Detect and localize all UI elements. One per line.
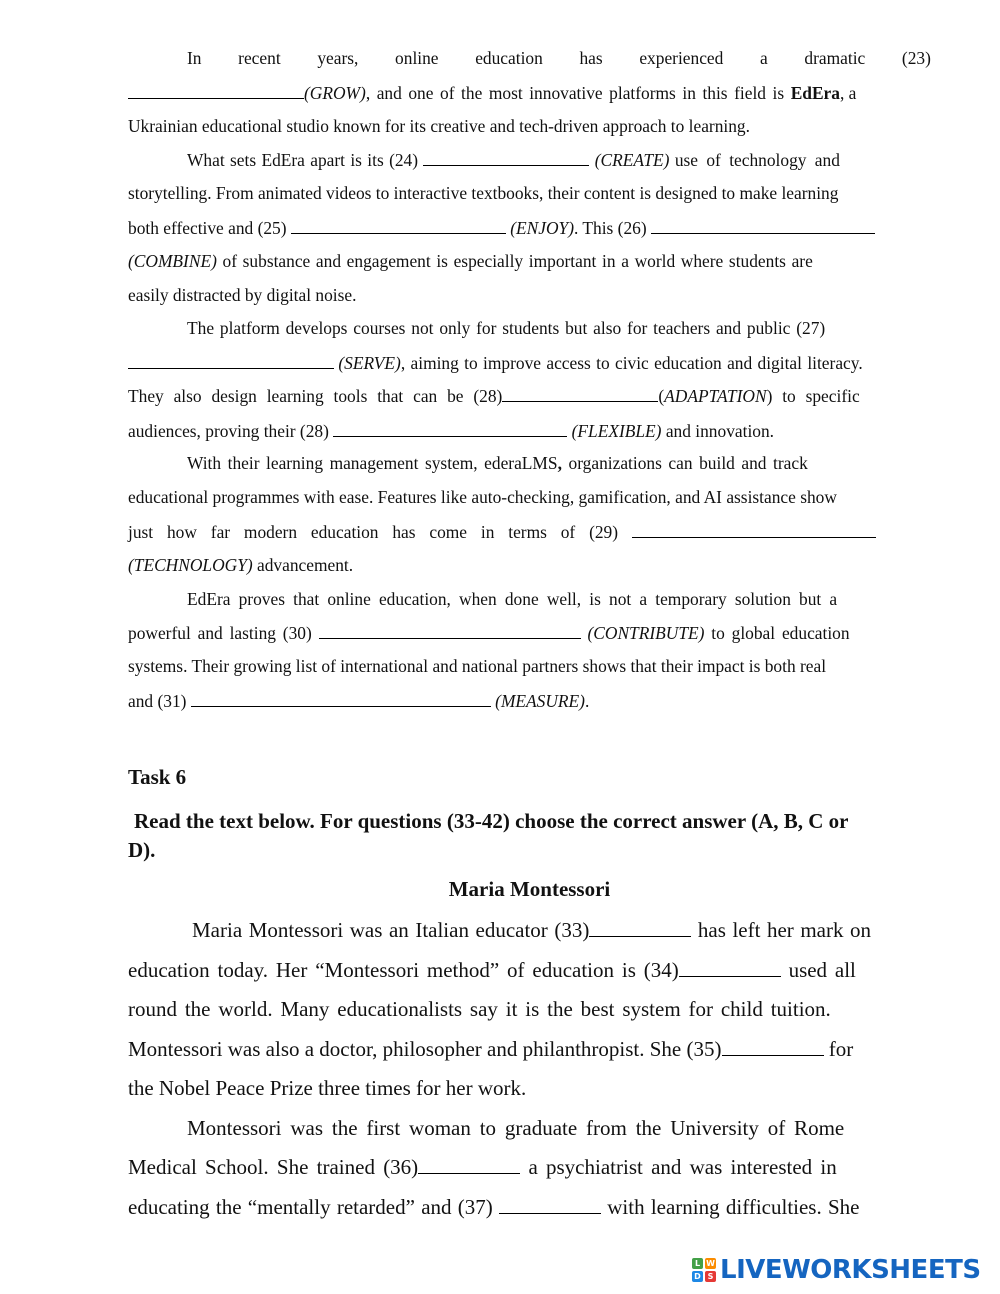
answer-blank-28b[interactable] — [333, 418, 567, 437]
answer-blank-23[interactable] — [128, 80, 304, 99]
passage-heading: Maria Montessori — [448, 877, 611, 901]
task6-title: Task 6 — [128, 765, 187, 789]
paragraph-30: EdEra proves that online education, when done well, is not a temporary solution but a — [187, 589, 838, 609]
answer-blank-34[interactable] — [679, 975, 781, 977]
liveworksheets-logo-icon: L W D S — [692, 1258, 716, 1282]
answer-blank-36[interactable] — [418, 1172, 520, 1174]
liveworksheets-logo — [692, 1256, 981, 1284]
paragraph-23-line2: (GROW), and one of the most innovative platforms in this field is EdEra, a — [128, 80, 931, 106]
answer-blank-35[interactable] — [722, 1054, 824, 1056]
task6-instruction: Read the text below. For questions (33-42) choose the correct answer (A, B, C or D). — [128, 809, 849, 862]
paragraph-23 — [128, 46, 931, 71]
answer-blank-31[interactable] — [191, 688, 491, 707]
answer-blank-26[interactable] — [651, 215, 875, 234]
passage-paragraph-2: Montessori was the first woman to graduate from the University of Rome — [187, 1116, 845, 1140]
liveworksheets-wordmark: LIVEWORKSHEETS — [720, 1255, 981, 1285]
answer-blank-33[interactable] — [589, 935, 691, 937]
answer-blank-24[interactable] — [423, 147, 589, 166]
answer-blank-29[interactable] — [632, 519, 876, 538]
answer-blank-25[interactable] — [291, 215, 506, 234]
answer-blank-27[interactable] — [128, 350, 334, 369]
paragraph-24: What sets EdEra apart is its (24) (CREATE) use of technology and — [128, 147, 931, 173]
answer-blank-30[interactable] — [319, 620, 581, 639]
passage-paragraph-1: Maria Montessori was an Italian educator (33) has left her mark on — [192, 918, 872, 942]
worksheet-page: In recent years, online education has experienced a dramatic (23) (GROW), and one of the most innovative platforms in this field is EdEra, a Ukrainian educational studio known for its creative and tech-driven approach to learning. What sets EdEra apart is its (24) (CREATE) use of technology and storytelling. From animated videos to interactive textbooks, their content is designed to make learning both effective and (25) (ENJOY). This (26) (COMBINE) of substance and engagement is especially important in a world where students are easily distracted by digital noise. The platform develops courses not only for students but also for teachers and public (27) (SERVE), aiming to improve access to civic education and digital literacy. They also design learning tools that can be (28) (ADAPTATION) to specific audiences, proving their (28) (FLEXIBLE) and innovation. With their learning management system, ederaLMS, organizations can build and track educational programmes with ease. Features like auto-checking, gamification, and AI assistance show just how far modern education has come in terms of (29) (TECHNOLOGY) advancement. EdEra proves that online education, when done well, is not a temporary solution but a powerful and lasting (30) (CONTRIBUTE) to global education systems. Their growing list of international and national partners shows that their impact is both real and (31) (MEASURE). Task 6 Read the text below. For questions (33-42) choose the correct answer (A, B, C or D). Maria Montessori Maria Montessori was an Italian educator (33) has left her mark on education today. Her “Montessori method” of education is (34) used all round the world. Many educationalists say it is the best system for child tuition. Montessori was also a doctor, philosopher and philanthropist. She (35) for the Nobel Peace Prize three times for her work. Montessori was the first woman to graduate from the University of Rome Medical School. She trained (36) a psychiatrist and was interested in educating the “mentally retarded” and (37) with learning difficulties. She L W D S LIVEWORKSHEETS — [128, 48, 981, 1285]
paragraph-27: The platform develops courses not only for students but also for teachers and public (27) — [187, 318, 826, 338]
answer-blank-28a[interactable] — [502, 400, 658, 402]
paragraph-29: With their learning management system, ederaLMS, organizations can build and track — [187, 453, 808, 473]
line-1: In recent years, online education has experienced a dramatic (23) — [187, 48, 931, 68]
answer-blank-37[interactable] — [499, 1212, 601, 1214]
